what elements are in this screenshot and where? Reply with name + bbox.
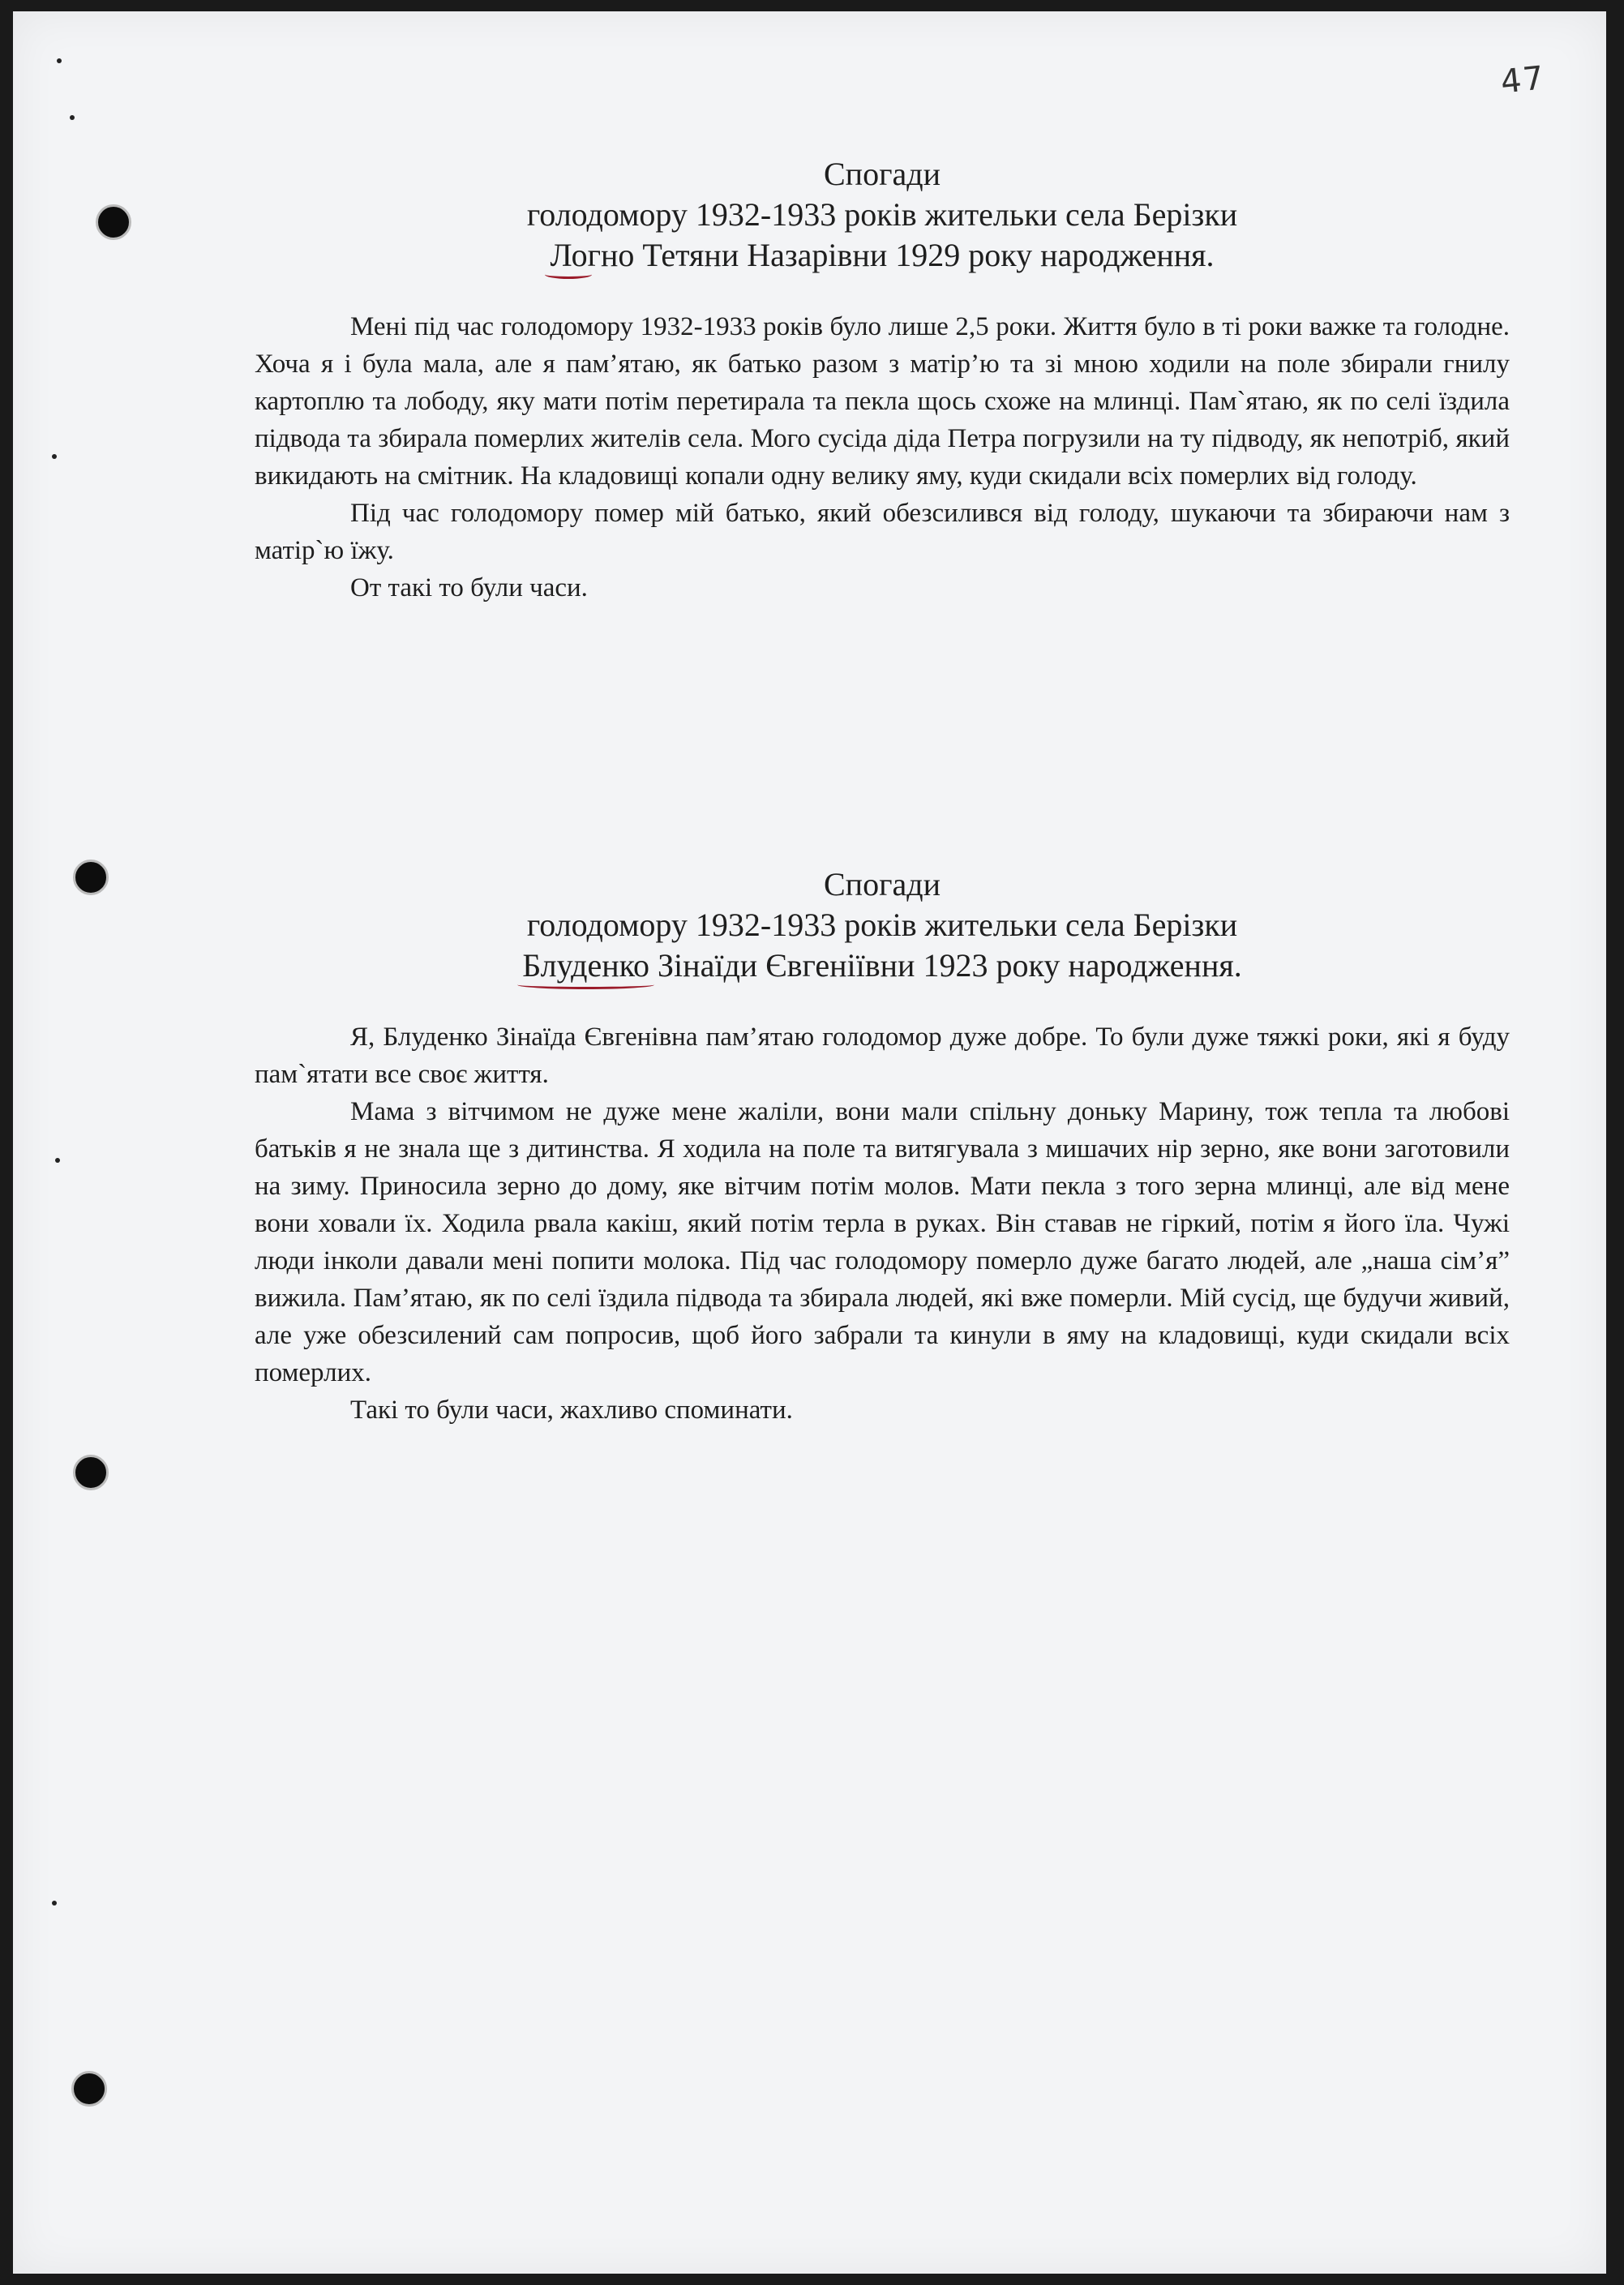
red-underline-mark xyxy=(545,270,592,279)
memoir-title: Спогади xyxy=(823,156,941,192)
memoir-paragraph: Мені під час голодомору 1932-1933 років було лише 2,5 роки. Життя було в ті роки важке та голодне. Хоча я і була мала, але я пам’ятаю, як батько разом з матір’ю та зі мною ходили на поле збирали гнилу картоплю та лободу, яку мати потім перетирала та пекла щось схоже на млинці. Пам`ятаю, як по селі їздила підвода та збирала померлих жителів села. Мого сусіда діда Петра погрузили на ту підводу, як непотріб, який викидають на смітник. На кладовищі копали одну велику яму, куди скидали всіх померлих від голоду. xyxy=(255,312,1510,491)
red-underline-mark xyxy=(517,980,654,989)
document-page xyxy=(13,11,1606,2274)
punch-hole-icon xyxy=(73,1455,109,1490)
scan-speck xyxy=(52,454,57,459)
memoir-logno xyxy=(255,154,1510,607)
memoir-heading xyxy=(255,154,1510,276)
memoir-paragraph: Мама з вітчимом не дуже мене жаліли, вони мали спільну доньку Марину, тож тепла та любові батьків я не знала ще з дитинства. Я ходила на поле та витягувала з мишачих нір зерно, яке вони заготовили на зиму. Приносила зерно до дому, яке вітчим потім молов. Мати пекла з того зерна млинці, але від мене вони ховали їх. Ходила рвала какіш, який потім терла в руках. Він ставав не гіркий, потім я його їла. Чужі люди інколи давали мені попити молока. Під час голодомору померло дуже багато людей, але „наша сім’я” вижила. Пам’ятаю, як по селі їздила підвода та збирала людей, які вже померли. Мій сусід, ще будучи живий, але уже обезсилений сам попросив, щоб його забрали та кинули в яму на кладовищі, куди скидали всіх померлих. xyxy=(255,1097,1510,1387)
memoir-paragraph: Такі то були часи, жахливо споминати. xyxy=(350,1395,793,1425)
memoir-paragraph: От такі то були часи. xyxy=(350,573,588,602)
scan-speck xyxy=(57,58,62,63)
memoir-subtitle: голодомору 1932-1933 років жительки села Берізки xyxy=(526,907,1238,943)
memoir-author-line xyxy=(255,235,1510,276)
punch-hole-icon xyxy=(73,860,109,895)
author-surname-text: Блуденко xyxy=(522,947,650,984)
scan-speck xyxy=(55,1158,60,1163)
author-surname xyxy=(550,235,634,276)
author-surname xyxy=(522,945,649,986)
memoir-author-line xyxy=(255,945,1510,986)
memoir-paragraph: Я, Блуденко Зінаїда Євгенівна пам’ятаю голодомор дуже добре. То були дуже тяжкі роки, які я буду пам`ятати все своє життя. xyxy=(255,1022,1510,1089)
author-name-rest: Тетяни Назарівни 1929 року народження. xyxy=(634,237,1215,273)
memoir-heading xyxy=(255,864,1510,986)
punch-hole-icon xyxy=(71,2071,107,2107)
punch-hole-icon xyxy=(96,204,131,240)
memoir-body xyxy=(255,1018,1510,1429)
memoir-body xyxy=(255,308,1510,607)
scan-speck xyxy=(52,1901,57,1906)
author-name-rest: Зінаїди Євгеніївни 1923 року народження. xyxy=(649,947,1242,984)
memoir-paragraph: Під час голодомору помер мій батько, який обезсилився від голоду, шукаючи та збираючи нам з матір`ю їжу. xyxy=(255,499,1510,565)
memoir-title: Спогади xyxy=(823,866,941,902)
memoir-subtitle: голодомору 1932-1933 років жительки села Берізки xyxy=(526,196,1238,233)
memoir-bludenko xyxy=(255,864,1510,1429)
scan-speck xyxy=(70,115,75,120)
handwritten-page-number: 47 xyxy=(1498,59,1548,101)
author-surname-text: Логно xyxy=(550,237,635,273)
